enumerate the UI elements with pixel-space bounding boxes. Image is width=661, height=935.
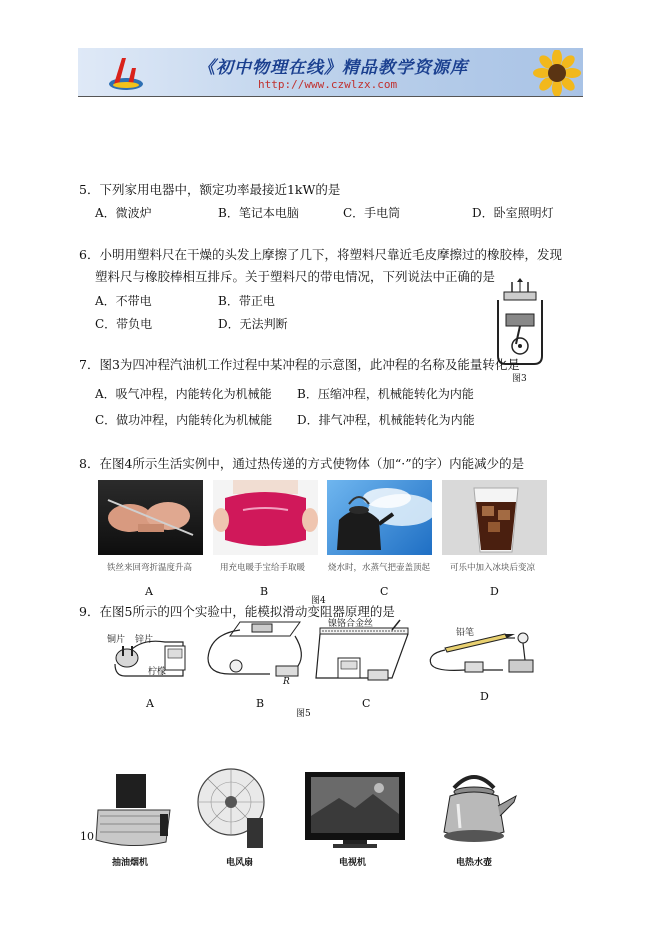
q9-label-nichrome: 镍铬合金丝 — [328, 619, 374, 629]
electric-kettle-image — [430, 766, 522, 852]
photo-cola-ice — [442, 480, 547, 555]
q6-option-d: D．无法判断 — [218, 317, 288, 331]
q9-label-zinc: 锌片 — [135, 635, 154, 645]
question-8-text: 8．在图4所示生活实例中，通过热传递的方式使物体（加“·”的字）内能减少的是 — [79, 456, 525, 471]
figure-5-label: 图5 — [296, 709, 311, 719]
q6-option-c: C．带负电 — [95, 317, 153, 331]
q5-option-b: B．笔记本电脑 — [218, 206, 299, 220]
question-6-line2: 塑料尺与橡胶棒相互排斥。关于塑料尺的带电情况，下列说法中正确的是 — [95, 269, 496, 284]
q7-option-a: A．吸气冲程，内能转化为机械能 — [95, 387, 272, 401]
q10-caption-fan: 电风扇 — [226, 858, 254, 868]
question-6-line1: 6．小明用塑料尺在干燥的头发上摩擦了几下，将塑料尺靠近毛皮摩擦过的橡胶棒，发现 — [79, 247, 562, 262]
q8-caption-c: 烧水时，水蒸气把壶盖顶起 — [328, 563, 431, 573]
banner-title: 《初中物理在线》精品教学资源库 — [198, 58, 468, 78]
q10-caption-tv: 电视机 — [339, 858, 367, 868]
question-5-text: 5．下列家用电器中，额定功率最接近1kW的是 — [79, 182, 341, 197]
question-10-number: 10 — [80, 830, 94, 843]
logo-icon — [106, 54, 146, 92]
q9-label-pencil: 铅笔 — [456, 628, 475, 638]
circuit-b-resistor — [200, 614, 308, 690]
photo-kettle-steam — [327, 480, 432, 555]
q6-option-a: A．不带电 — [95, 294, 152, 308]
q5-option-d: D．卧室照明灯 — [472, 206, 554, 220]
q7-option-c: C．做功冲程，内能转化为机械能 — [95, 413, 273, 427]
photo-hand-warmer — [213, 480, 318, 555]
q9-label-resistor-r: R — [283, 677, 290, 687]
q8-caption-d: 可乐中加入冰块后变凉 — [450, 563, 536, 573]
q5-option-a: A．微波炉 — [95, 206, 152, 220]
q7-option-b: B．压缩冲程，机械能转化为内能 — [297, 387, 474, 401]
question-9-text: 9．在图5所示的四个实验中，能模拟滑动变阻器原理的是 — [79, 604, 395, 619]
question-7-text: 7．图3为四冲程汽油机工作过程中某冲程的示意图，此冲程的名称及能量转化是 — [79, 357, 520, 372]
television-image — [303, 770, 407, 850]
q8-letter-a: A — [145, 585, 153, 598]
q10-caption-kettle: 电热水壶 — [456, 858, 493, 868]
q8-caption-b: 用充电暖手宝给手取暖 — [220, 563, 306, 573]
banner-url[interactable]: http://www.czwlzx.com — [258, 78, 398, 91]
q7-option-d: D．排气冲程，机械能转化为内能 — [297, 413, 475, 427]
circuit-a-lemon-battery — [95, 620, 195, 690]
photo-bending-wire — [98, 480, 203, 555]
circuit-d-pencil — [425, 622, 545, 674]
figure-4-label: 图4 — [311, 596, 326, 606]
q8-caption-a: 铁丝来回弯折温度升高 — [107, 563, 193, 573]
q8-letter-c: C — [380, 585, 389, 598]
q9-label-copper: 铜片 — [107, 635, 126, 645]
electric-fan-image — [193, 766, 273, 852]
header-banner — [78, 48, 583, 97]
q5-option-c: C．手电筒 — [343, 206, 401, 220]
q6-option-b: B．带正电 — [218, 294, 275, 308]
q8-letter-b: B — [260, 585, 269, 598]
sunflower-icon — [533, 50, 581, 96]
q10-caption-range-hood: 抽油烟机 — [112, 858, 149, 868]
q9-letter-c: C — [362, 697, 371, 710]
range-hood-image — [90, 770, 180, 850]
q9-letter-a: A — [146, 697, 154, 710]
q9-letter-d: D — [480, 690, 489, 703]
q9-letter-b: B — [256, 697, 265, 710]
q9-label-lemon: 柠檬 — [148, 667, 167, 677]
q8-letter-d: D — [490, 585, 499, 598]
figure-3-label: 图3 — [512, 374, 527, 384]
